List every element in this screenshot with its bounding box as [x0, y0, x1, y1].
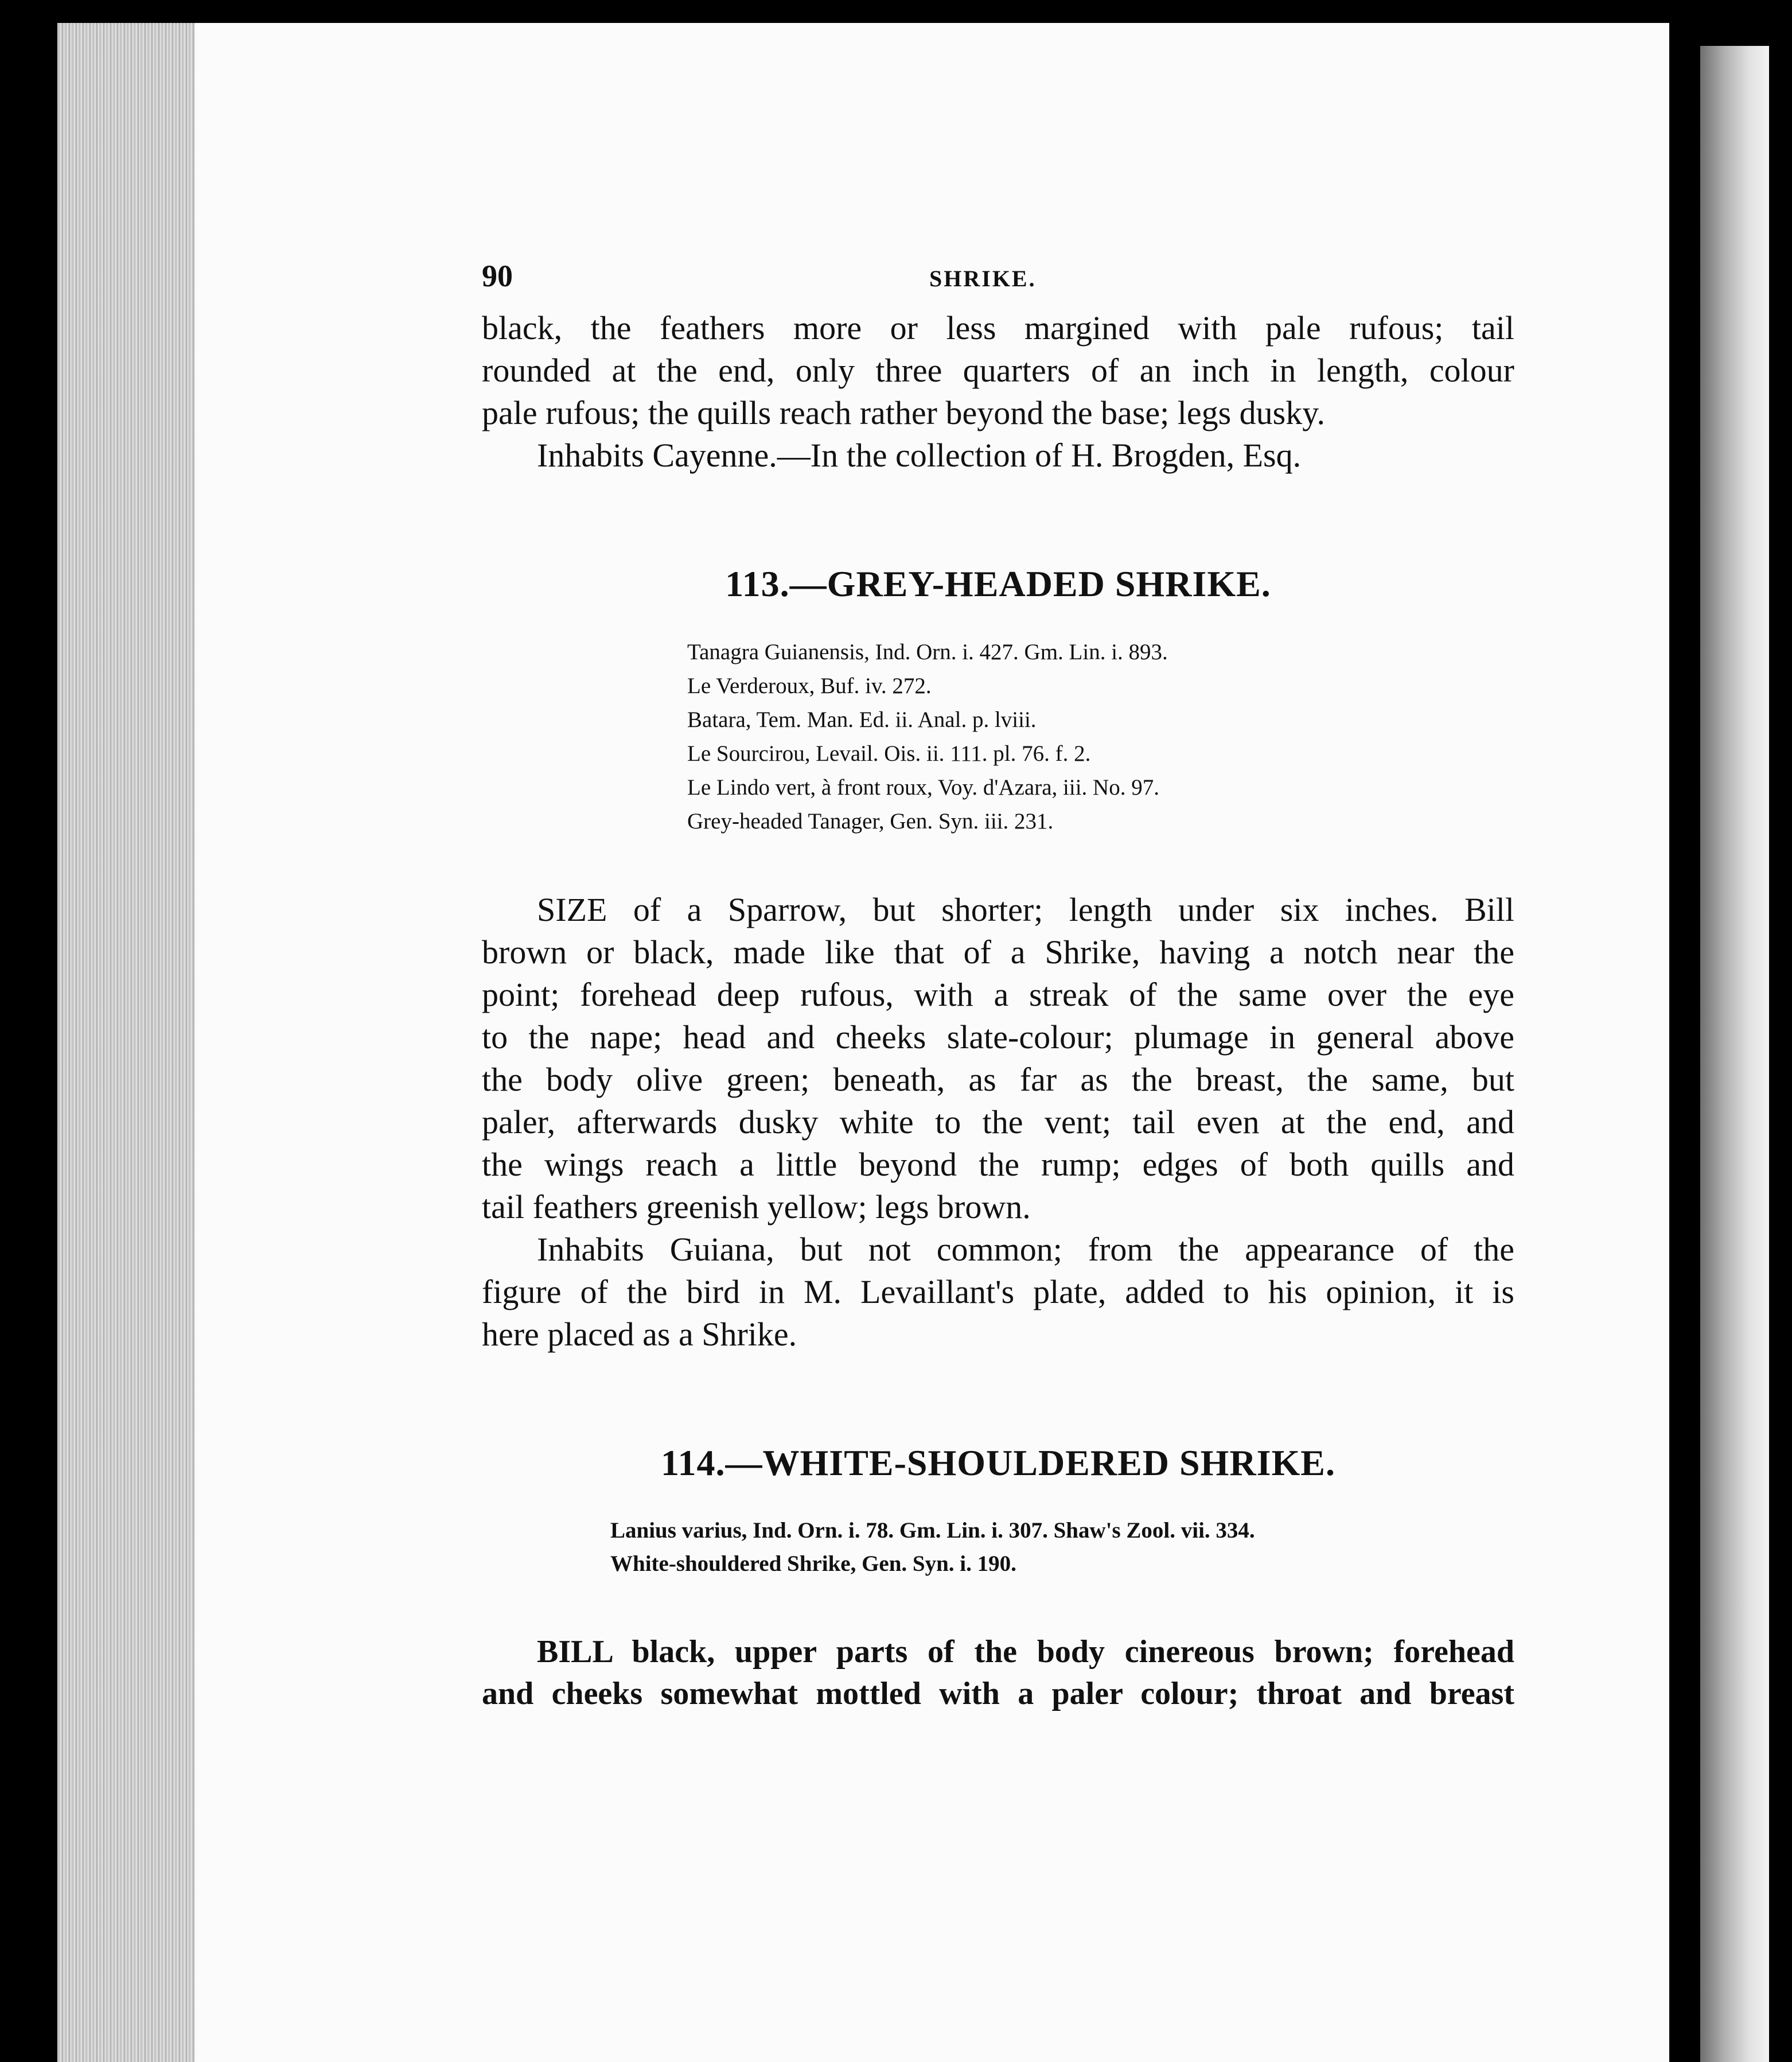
- intro-text: [482, 307, 1514, 477]
- description-114: [482, 1631, 1514, 1715]
- description-line: point; forehead deep rufous, with a streak of the same over the eye: [482, 976, 1514, 1013]
- page-edge-right: [1700, 46, 1769, 2062]
- habitat-line: Inhabits Guiana, but not common; from the appearance of the: [537, 1231, 1514, 1268]
- intro-line: pale rufous; the quills reach rather beyond the base; legs dusky.: [482, 394, 1325, 431]
- synonym-line: Le Verderoux, Buf. iv. 272.: [687, 674, 932, 698]
- description-line: brown or black, made like that of a Shrike, having a notch near the: [482, 933, 1514, 971]
- description-line: SIZE of a Sparrow, but shorter; length under six inches. Bill: [537, 891, 1514, 928]
- synonym-list-114: [610, 1514, 1514, 1581]
- synonym-line: Le Lindo vert, à front roux, Voy. d'Azara, iii. No. 97.: [687, 775, 1159, 800]
- page-edge-left: [57, 23, 195, 2062]
- description-line: tail feathers greenish yellow; legs brown.: [482, 1188, 1031, 1225]
- description-line: BILL black, upper parts of the body cinereous brown; forehead: [537, 1634, 1514, 1670]
- habitat-line: here placed as a Shrike.: [482, 1316, 797, 1353]
- running-title: SHRIKE.: [929, 266, 1037, 291]
- synonym-line: Grey-headed Tanager, Gen. Syn. iii. 231.: [687, 809, 1054, 834]
- synonym-list-113: [687, 635, 1514, 838]
- page-content: [482, 258, 1514, 1715]
- habitat-line: figure of the bird in M. Levaillant's plate, added to his opinion, it is: [482, 1273, 1514, 1310]
- intro-line: rounded at the end, only three quarters of an inch in length, colour: [482, 352, 1514, 389]
- synonym-line: Batara, Tem. Man. Ed. ii. Anal. p. lviii.: [687, 707, 1037, 732]
- synonym-line: Tanagra Guianensis, Ind. Orn. i. 427. Gm. Lin. i. 893.: [687, 640, 1168, 664]
- running-head: [482, 258, 1514, 293]
- description-line: paler, afterwards dusky white to the vent; tail even at the end, and: [482, 1103, 1514, 1141]
- intro-line: black, the feathers more or less margined with pale rufous; tail: [482, 309, 1514, 347]
- synonym-line: Lanius varius, Ind. Orn. i. 78. Gm. Lin. i. 307. Shaw's Zool. vii. 334.: [610, 1518, 1255, 1543]
- synonym-line: Le Sourcirou, Levail. Ois. ii. 111. pl. 76. f. 2.: [687, 741, 1091, 766]
- description-line: to the nape; head and cheeks slate-colour; plumage in general above: [482, 1018, 1514, 1056]
- description-113: [482, 889, 1514, 1356]
- intro-habitat: Inhabits Cayenne.—In the collection of H. Brogden, Esq.: [537, 437, 1302, 474]
- page-number: 90: [482, 259, 513, 293]
- section-heading-113: 113.—GREY-HEADED SHRIKE.: [725, 563, 1271, 604]
- synonym-line: White-shouldered Shrike, Gen. Syn. i. 190.: [610, 1551, 1016, 1576]
- section-heading-114: 114.—WHITE-SHOULDERED SHRIKE.: [661, 1442, 1335, 1483]
- description-line: the body olive green; beneath, as far as the breast, the same, but: [482, 1061, 1514, 1098]
- description-line: and cheeks somewhat mottled with a paler colour; throat and breast: [482, 1676, 1514, 1711]
- description-line: the wings reach a little beyond the rump; edges of both quills and: [482, 1146, 1514, 1183]
